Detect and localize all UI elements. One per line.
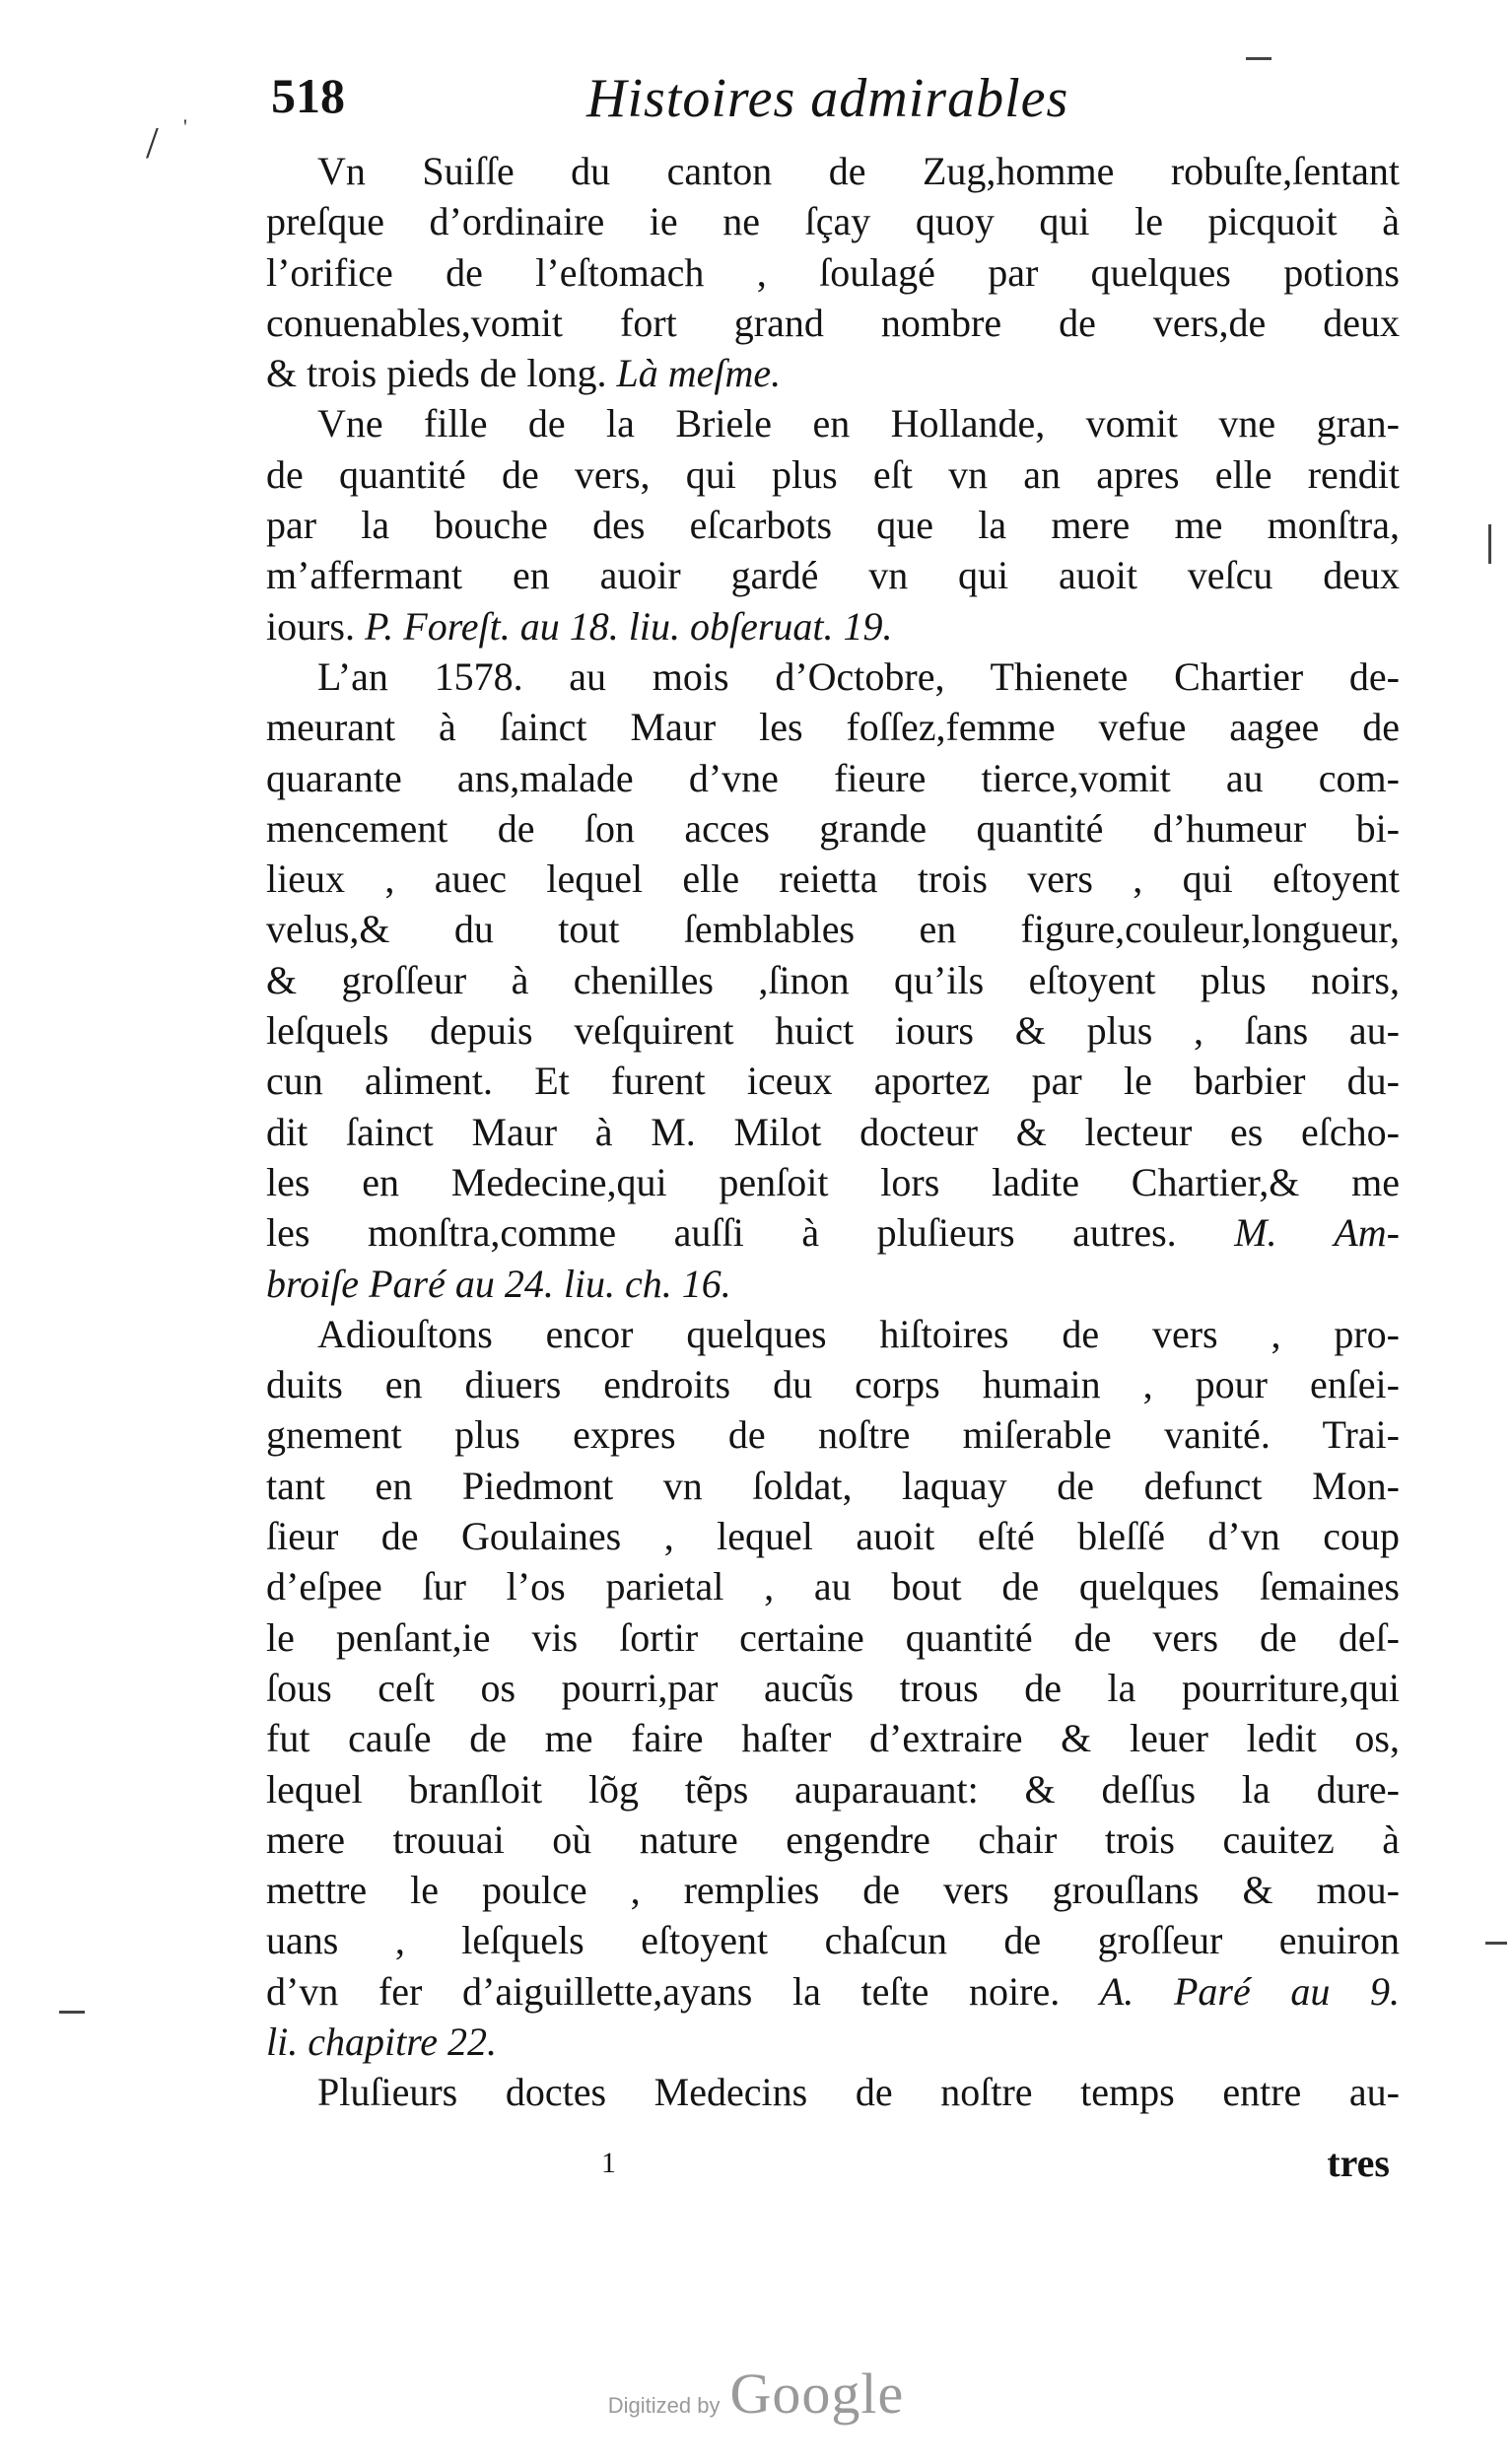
citation-reference: P. Foreſt. au 18. liu. obſeruat. 19. xyxy=(365,603,893,649)
line-text: duits en diuers endroits du corps humain , pour enſei- xyxy=(266,1362,1400,1407)
citation-reference: broiſe Paré au 24. liu. ch. 16. xyxy=(266,1261,731,1306)
text-line xyxy=(266,1259,1400,1309)
text-line xyxy=(266,904,1400,954)
line-text: les monſtra,comme auſſi à pluſieurs autres. xyxy=(266,1210,1235,1256)
text-line xyxy=(266,500,1400,550)
text-line xyxy=(266,348,1400,398)
text-line xyxy=(266,803,1400,854)
line-text: Vn Suiſſe du canton de Zug,homme robuſte,ſentant xyxy=(317,149,1400,193)
text-line xyxy=(266,550,1400,600)
line-text: Adiouſtons encor quelques hiſtoires de vers , pro- xyxy=(317,1311,1400,1356)
line-text: tant en Piedmont vn ſoldat, laquay de defunct Mon- xyxy=(266,1463,1400,1508)
text-line xyxy=(266,449,1400,500)
text-line xyxy=(266,1005,1400,1056)
line-text: fut cauſe de me faire haſter d’extraire & leuer ledit os, xyxy=(266,1716,1400,1761)
text-line xyxy=(266,2067,1400,2117)
line-text: lieux , auec lequel elle reietta trois vers , qui eſtoyent xyxy=(266,856,1400,902)
line-text: de quantité de vers, qui plus eſt vn an apres elle rendit xyxy=(266,451,1400,497)
line-text: leſquels depuis veſquirent huict iours & plus , ſans au- xyxy=(266,1008,1400,1054)
text-line xyxy=(266,247,1400,298)
margin-mark: ' xyxy=(183,114,187,139)
line-text: mere trouuai où nature engendre chair trois cauitez à xyxy=(266,1816,1400,1862)
line-text: d’eſpee ſur l’os parietal , au bout de quelques ſemaines xyxy=(266,1564,1400,1609)
text-line xyxy=(266,1056,1400,1106)
line-text: Pluſieurs doctes Medecins de noſtre temps entre au- xyxy=(317,2070,1400,2115)
stray-mark xyxy=(1246,57,1271,60)
body-text xyxy=(266,146,1400,2188)
line-text: mencement de ſon acces grande quantité d’humeur bi- xyxy=(266,805,1400,851)
running-title: Histoires admirables xyxy=(586,68,1069,129)
text-line xyxy=(266,1865,1400,1915)
text-line xyxy=(266,1713,1400,1763)
line-text: quarante ans,malade d’vne fieure tierce,vomit au com- xyxy=(266,755,1400,800)
text-line xyxy=(266,1814,1400,1865)
text-line xyxy=(266,1561,1400,1611)
citation-reference: A. Paré au 9. xyxy=(1099,1968,1400,2014)
text-line xyxy=(266,1461,1400,1511)
text-line xyxy=(266,1309,1400,1359)
text-line xyxy=(266,1764,1400,1814)
text-line xyxy=(266,1663,1400,1713)
line-text: & trois pieds de long. xyxy=(266,351,617,396)
catchword-line xyxy=(266,2138,1400,2188)
line-text: conuenables,vomit fort grand nombre de vers,de deux xyxy=(266,300,1400,345)
line-text: & groſſeur à chenilles ,ſinon qu’ils eſtoyent plus noirs, xyxy=(266,957,1400,1002)
text-line xyxy=(266,1612,1400,1663)
line-text: mettre le poulce , remplies de vers grouſlans & mou- xyxy=(266,1868,1400,1913)
text-line xyxy=(266,146,1400,196)
line-text: m’affermant en auoir gardé vn qui auoit veſcu deux xyxy=(266,553,1400,598)
citation-reference: M. Am- xyxy=(1234,1210,1400,1256)
line-text: preſque d’ordinaire ie ne ſçay quoy qui le picquoit à xyxy=(266,199,1400,244)
text-line xyxy=(266,1157,1400,1207)
text-line xyxy=(266,398,1400,448)
text-line xyxy=(266,1409,1400,1460)
line-text: ſieur de Goulaines , lequel auoit eſté bleſſé d’vn coup xyxy=(266,1514,1400,1559)
line-text: par la bouche des eſcarbots que la mere me monſtra, xyxy=(266,503,1400,548)
text-line xyxy=(266,1207,1400,1258)
line-text: iours. xyxy=(266,603,365,649)
text-line xyxy=(266,601,1400,651)
text-line xyxy=(266,651,1400,702)
text-line xyxy=(266,2017,1400,2067)
text-line xyxy=(266,298,1400,348)
line-text: l’orifice de l’eſtomach , ſoulagé par quelques potions xyxy=(266,249,1400,295)
text-line xyxy=(266,753,1400,803)
line-text: dit ſainct Maur à M. Milot docteur & lecteur es eſcho- xyxy=(266,1109,1400,1154)
catchword: tres xyxy=(1327,2140,1390,2185)
page-number: 518 xyxy=(271,68,345,123)
text-line xyxy=(266,1915,1400,1965)
margin-mark: / xyxy=(146,117,159,168)
line-text: cun aliment. Et furent iceux aportez par le barbier du- xyxy=(266,1059,1400,1104)
signature-mark: 1 xyxy=(601,2146,616,2179)
line-text: le penſant,ie vis ſortir certaine quantité de vers de deſ- xyxy=(266,1614,1400,1660)
line-text: les en Medecine,qui penſoit lors ladite Chartier,& me xyxy=(266,1159,1400,1204)
line-text: meurant à ſainct Maur les foſſez,femme vefue aagee de xyxy=(266,705,1400,750)
text-line xyxy=(266,854,1400,904)
line-text: Vne fille de la Briele en Hollande, vomit vne gran- xyxy=(317,401,1400,446)
line-text: L’an 1578. au mois d’Octobre, Thienete Chartier de- xyxy=(317,653,1400,699)
line-text: uans , leſquels eſtoyent chaſcun de groſſeur enuiron xyxy=(266,1918,1400,1963)
line-text: gnement plus expres de noſtre miſerable vanité. Trai- xyxy=(266,1412,1400,1458)
citation-reference: li. chapitre 22. xyxy=(266,2019,498,2064)
text-line xyxy=(266,1511,1400,1561)
stray-mark xyxy=(59,2011,85,2014)
stray-mark xyxy=(1488,524,1491,564)
text-line xyxy=(266,196,1400,246)
footer xyxy=(0,2361,1512,2427)
spacer xyxy=(266,2118,1400,2138)
page-header xyxy=(271,67,1414,146)
text-line xyxy=(266,1359,1400,1409)
text-line xyxy=(266,955,1400,1005)
line-text: lequel branſloit lõg tẽps auparauant: & deſſus la dure- xyxy=(266,1766,1400,1812)
text-line xyxy=(266,1107,1400,1157)
google-logo: Google xyxy=(729,2361,905,2426)
text-line xyxy=(266,1966,1400,2017)
citation-reference: Là meſme. xyxy=(616,351,782,396)
digitized-by-text: Digitized by xyxy=(607,2393,721,2418)
line-text: ſous ceſt os pourri,par aucũs trous de la pourriture,qui xyxy=(266,1665,1400,1710)
line-text: velus,& du tout ſemblables en figure,couleur,longueur, xyxy=(266,907,1400,952)
text-line xyxy=(266,702,1400,752)
line-text: d’vn fer d’aiguillette,ayans la teſte noire. xyxy=(266,1968,1100,2014)
stray-mark xyxy=(1485,1942,1507,1945)
